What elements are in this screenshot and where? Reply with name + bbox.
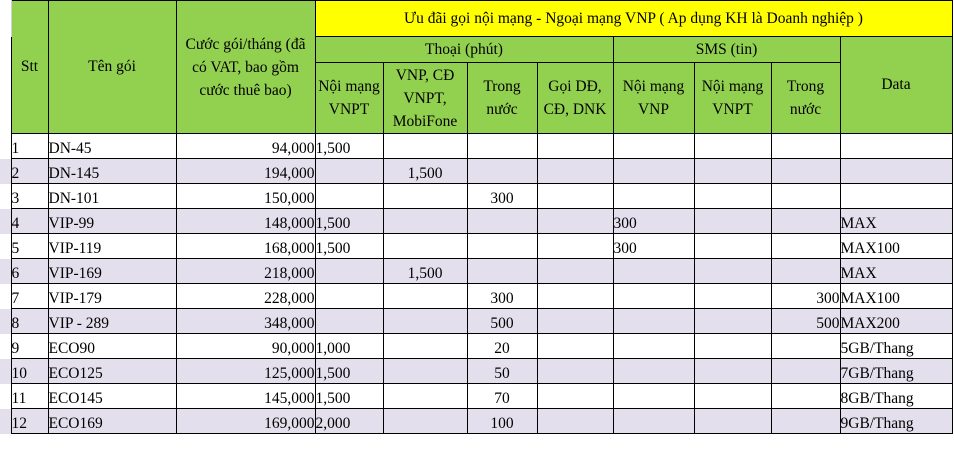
- cell-sms-noi-mang-vnp[interactable]: 300: [613, 234, 694, 259]
- header-cuoc-goi: Cước gói/tháng (đã có VAT, bao gồm cước thuê bao): [176, 1, 315, 134]
- header-thoai-noi-mang: Nội mạng VNPT: [315, 63, 383, 134]
- header-sms-trong-nuoc: Trong nước: [771, 63, 840, 134]
- cell-stt[interactable]: 5: [11, 234, 48, 259]
- cell-stt[interactable]: 3: [11, 184, 48, 209]
- cell-stt[interactable]: 10: [11, 359, 48, 384]
- cell-data[interactable]: [840, 134, 952, 159]
- cell-thoai-goi-dd[interactable]: [537, 359, 613, 384]
- spacer-cell: [0, 37, 11, 63]
- cell-thoai-trong-nuoc[interactable]: [467, 234, 537, 259]
- cell-ten-goi[interactable]: ECO125: [48, 359, 176, 384]
- cell-data[interactable]: 5GB/Thang: [840, 334, 952, 359]
- row-gutter: [0, 134, 11, 159]
- cell-sms-trong-nuoc[interactable]: 300: [771, 284, 840, 309]
- cell-sms-trong-nuoc[interactable]: [771, 259, 840, 284]
- cell-thoai-noi-mang[interactable]: 2,000: [315, 409, 383, 434]
- cell-sms-trong-nuoc[interactable]: [771, 384, 840, 409]
- cell-sms-trong-nuoc[interactable]: [771, 359, 840, 384]
- header-thoai-trong-nuoc: Trong nước: [467, 63, 537, 134]
- row-gutter: [0, 159, 11, 184]
- cell-thoai-noi-mang[interactable]: [315, 184, 383, 209]
- header-sms: SMS (tin): [613, 37, 840, 63]
- table-row: [0, 259, 952, 284]
- cell-stt[interactable]: 9: [11, 334, 48, 359]
- cell-thoai-vnp[interactable]: [383, 309, 467, 334]
- cell-cuoc-goi[interactable]: 148,000: [176, 209, 315, 234]
- cell-cuoc-goi[interactable]: 194,000: [176, 159, 315, 184]
- cell-sms-trong-nuoc[interactable]: [771, 209, 840, 234]
- cell-thoai-goi-dd[interactable]: [537, 309, 613, 334]
- cell-thoai-goi-dd[interactable]: [537, 209, 613, 234]
- cell-cuoc-goi[interactable]: 218,000: [176, 259, 315, 284]
- cell-sms-trong-nuoc[interactable]: [771, 334, 840, 359]
- row-gutter: [0, 284, 11, 309]
- cell-stt[interactable]: 12: [11, 409, 48, 434]
- cell-thoai-trong-nuoc[interactable]: 70: [467, 384, 537, 409]
- cell-sms-trong-nuoc[interactable]: [771, 409, 840, 434]
- header-thoai-vnp: VNP, CĐ VNPT, MobiFone: [383, 63, 467, 134]
- cell-thoai-vnp[interactable]: [383, 284, 467, 309]
- cell-sms-noi-mang-vnpt[interactable]: [694, 309, 771, 334]
- cell-thoai-goi-dd[interactable]: [537, 334, 613, 359]
- row-gutter: [0, 359, 11, 384]
- table-row: [0, 409, 952, 434]
- cell-stt[interactable]: 11: [11, 384, 48, 409]
- table-row: [0, 134, 952, 159]
- cell-thoai-noi-mang[interactable]: [315, 284, 383, 309]
- cell-sms-noi-mang-vnpt[interactable]: [694, 334, 771, 359]
- table-body: [0, 134, 952, 434]
- cell-thoai-vnp[interactable]: [383, 209, 467, 234]
- cell-cuoc-goi[interactable]: 168,000: [176, 234, 315, 259]
- cell-thoai-goi-dd[interactable]: [537, 284, 613, 309]
- cell-thoai-vnp[interactable]: 1,500: [383, 159, 467, 184]
- cell-thoai-trong-nuoc[interactable]: 300: [467, 284, 537, 309]
- cell-sms-trong-nuoc[interactable]: [771, 184, 840, 209]
- cell-ten-goi[interactable]: ECO169: [48, 409, 176, 434]
- cell-thoai-goi-dd[interactable]: [537, 184, 613, 209]
- cell-data[interactable]: MAX100: [840, 234, 952, 259]
- cell-ten-goi[interactable]: VIP-99: [48, 209, 176, 234]
- row-gutter: [0, 259, 11, 284]
- cell-thoai-vnp[interactable]: [383, 384, 467, 409]
- cell-thoai-noi-mang[interactable]: [315, 309, 383, 334]
- table-row: [0, 384, 952, 409]
- cell-data[interactable]: MAX100: [840, 284, 952, 309]
- cell-thoai-goi-dd[interactable]: [537, 384, 613, 409]
- header-stt: Stt: [11, 1, 48, 134]
- cell-thoai-goi-dd[interactable]: [537, 234, 613, 259]
- table-row: [0, 359, 952, 384]
- cell-sms-noi-mang-vnpt[interactable]: [694, 184, 771, 209]
- cell-thoai-trong-nuoc[interactable]: 300: [467, 184, 537, 209]
- cell-cuoc-goi[interactable]: 228,000: [176, 284, 315, 309]
- cell-sms-noi-mang-vnp[interactable]: [613, 384, 694, 409]
- row-gutter: [0, 384, 11, 409]
- cell-data[interactable]: [840, 184, 952, 209]
- cell-thoai-vnp[interactable]: 1,500: [383, 259, 467, 284]
- row-gutter: [0, 234, 11, 259]
- cell-thoai-noi-mang[interactable]: 1,500: [315, 384, 383, 409]
- cell-data[interactable]: MAX200: [840, 309, 952, 334]
- spacer-cell: [0, 1, 11, 37]
- row-gutter: [0, 334, 11, 359]
- cell-stt[interactable]: 8: [11, 309, 48, 334]
- cell-thoai-trong-nuoc[interactable]: 50: [467, 359, 537, 384]
- header-thoai: Thoại (phút): [315, 37, 613, 63]
- table-row: [0, 284, 952, 309]
- cell-thoai-goi-dd[interactable]: [537, 409, 613, 434]
- cell-thoai-goi-dd[interactable]: [537, 159, 613, 184]
- cell-sms-noi-mang-vnp[interactable]: [613, 134, 694, 159]
- cell-sms-noi-mang-vnp[interactable]: 300: [613, 209, 694, 234]
- cell-ten-goi[interactable]: DN-145: [48, 159, 176, 184]
- spacer-cell: [0, 63, 11, 134]
- cell-thoai-vnp[interactable]: [383, 234, 467, 259]
- cell-ten-goi[interactable]: DN-101: [48, 184, 176, 209]
- cell-thoai-noi-mang[interactable]: 1,000: [315, 334, 383, 359]
- cell-thoai-goi-dd[interactable]: [537, 134, 613, 159]
- cell-thoai-trong-nuoc[interactable]: 500: [467, 309, 537, 334]
- cell-sms-noi-mang-vnp[interactable]: [613, 334, 694, 359]
- cell-data[interactable]: MAX: [840, 209, 952, 234]
- cell-thoai-trong-nuoc[interactable]: [467, 134, 537, 159]
- cell-stt[interactable]: 4: [11, 209, 48, 234]
- header-sms-noi-mang-vnpt: Nội mạng VNPT: [694, 63, 771, 134]
- cell-sms-noi-mang-vnp[interactable]: [613, 309, 694, 334]
- cell-thoai-trong-nuoc[interactable]: 20: [467, 334, 537, 359]
- cell-thoai-trong-nuoc[interactable]: [467, 259, 537, 284]
- cell-sms-noi-mang-vnpt[interactable]: [694, 259, 771, 284]
- cell-cuoc-goi[interactable]: 94,000: [176, 134, 315, 159]
- cell-thoai-vnp[interactable]: [383, 184, 467, 209]
- cell-data[interactable]: 9GB/Thang: [840, 409, 952, 434]
- header-data: Data: [840, 37, 952, 134]
- header-sms-noi-mang-vnp: Nội mạng VNP: [613, 63, 694, 134]
- cell-cuoc-goi[interactable]: 125,000: [176, 359, 315, 384]
- cell-stt[interactable]: 2: [11, 159, 48, 184]
- table-row: [0, 309, 952, 334]
- cell-cuoc-goi[interactable]: 145,000: [176, 384, 315, 409]
- cell-stt[interactable]: 7: [11, 284, 48, 309]
- header-ten-goi: Tên gói: [48, 1, 176, 134]
- cell-sms-noi-mang-vnp[interactable]: [613, 284, 694, 309]
- cell-thoai-goi-dd[interactable]: [537, 259, 613, 284]
- cell-ten-goi[interactable]: VIP - 289: [48, 309, 176, 334]
- cell-sms-noi-mang-vnp[interactable]: [613, 259, 694, 284]
- cell-sms-noi-mang-vnpt[interactable]: [694, 234, 771, 259]
- cell-thoai-noi-mang[interactable]: 1,500: [315, 134, 383, 159]
- cell-thoai-noi-mang[interactable]: [315, 259, 383, 284]
- table-row: [0, 334, 952, 359]
- table-row: [0, 184, 952, 209]
- cell-thoai-noi-mang[interactable]: 1,500: [315, 234, 383, 259]
- cell-thoai-noi-mang[interactable]: 1,500: [315, 209, 383, 234]
- cell-sms-noi-mang-vnpt[interactable]: [694, 134, 771, 159]
- cell-sms-noi-mang-vnpt[interactable]: [694, 409, 771, 434]
- cell-cuoc-goi[interactable]: 169,000: [176, 409, 315, 434]
- cell-data[interactable]: 7GB/Thang: [840, 359, 952, 384]
- cell-thoai-vnp[interactable]: [383, 134, 467, 159]
- cell-cuoc-goi[interactable]: 348,000: [176, 309, 315, 334]
- cell-ten-goi[interactable]: VIP-119: [48, 234, 176, 259]
- cell-ten-goi[interactable]: VIP-179: [48, 284, 176, 309]
- cell-sms-trong-nuoc[interactable]: [771, 134, 840, 159]
- table-title: Ưu đãi gọi nội mạng - Ngoại mạng VNP ( Ap dụng KH là Doanh nghiệp ): [315, 1, 952, 37]
- cell-thoai-noi-mang[interactable]: [315, 159, 383, 184]
- header-thoai-goi-dd: Gọi DĐ, CĐ, DNK: [537, 63, 613, 134]
- cell-sms-noi-mang-vnp[interactable]: [613, 359, 694, 384]
- cell-cuoc-goi[interactable]: 150,000: [176, 184, 315, 209]
- cell-thoai-vnp[interactable]: [383, 359, 467, 384]
- row-gutter: [0, 184, 11, 209]
- cell-thoai-trong-nuoc[interactable]: 100: [467, 409, 537, 434]
- row-gutter: [0, 209, 11, 234]
- cell-thoai-vnp[interactable]: [383, 409, 467, 434]
- cell-sms-noi-mang-vnpt[interactable]: [694, 384, 771, 409]
- cell-thoai-noi-mang[interactable]: 1,500: [315, 359, 383, 384]
- cell-data[interactable]: MAX: [840, 259, 952, 284]
- table-row: [0, 234, 952, 259]
- cell-sms-noi-mang-vnpt[interactable]: [694, 284, 771, 309]
- cell-stt[interactable]: 6: [11, 259, 48, 284]
- cell-sms-trong-nuoc[interactable]: 500: [771, 309, 840, 334]
- cell-cuoc-goi[interactable]: 90,000: [176, 334, 315, 359]
- cell-ten-goi[interactable]: DN-45: [48, 134, 176, 159]
- cell-sms-noi-mang-vnp[interactable]: [613, 159, 694, 184]
- cell-data[interactable]: 8GB/Thang: [840, 384, 952, 409]
- cell-thoai-vnp[interactable]: [383, 334, 467, 359]
- row-gutter: [0, 309, 11, 334]
- table-row: [0, 159, 952, 184]
- cell-ten-goi[interactable]: VIP-169: [48, 259, 176, 284]
- row-gutter: [0, 409, 11, 434]
- cell-stt[interactable]: 1: [11, 134, 48, 159]
- cell-sms-noi-mang-vnpt[interactable]: [694, 159, 771, 184]
- cell-thoai-trong-nuoc[interactable]: [467, 159, 537, 184]
- cell-sms-noi-mang-vnpt[interactable]: [694, 209, 771, 234]
- table-row: [0, 209, 952, 234]
- cell-sms-trong-nuoc[interactable]: [771, 159, 840, 184]
- cell-sms-noi-mang-vnp[interactable]: [613, 184, 694, 209]
- cell-thoai-trong-nuoc[interactable]: [467, 209, 537, 234]
- cell-sms-trong-nuoc[interactable]: [771, 234, 840, 259]
- cell-sms-noi-mang-vnpt[interactable]: [694, 359, 771, 384]
- cell-ten-goi[interactable]: ECO145: [48, 384, 176, 409]
- cell-ten-goi[interactable]: ECO90: [48, 334, 176, 359]
- cell-sms-noi-mang-vnp[interactable]: [613, 409, 694, 434]
- cell-data[interactable]: [840, 159, 952, 184]
